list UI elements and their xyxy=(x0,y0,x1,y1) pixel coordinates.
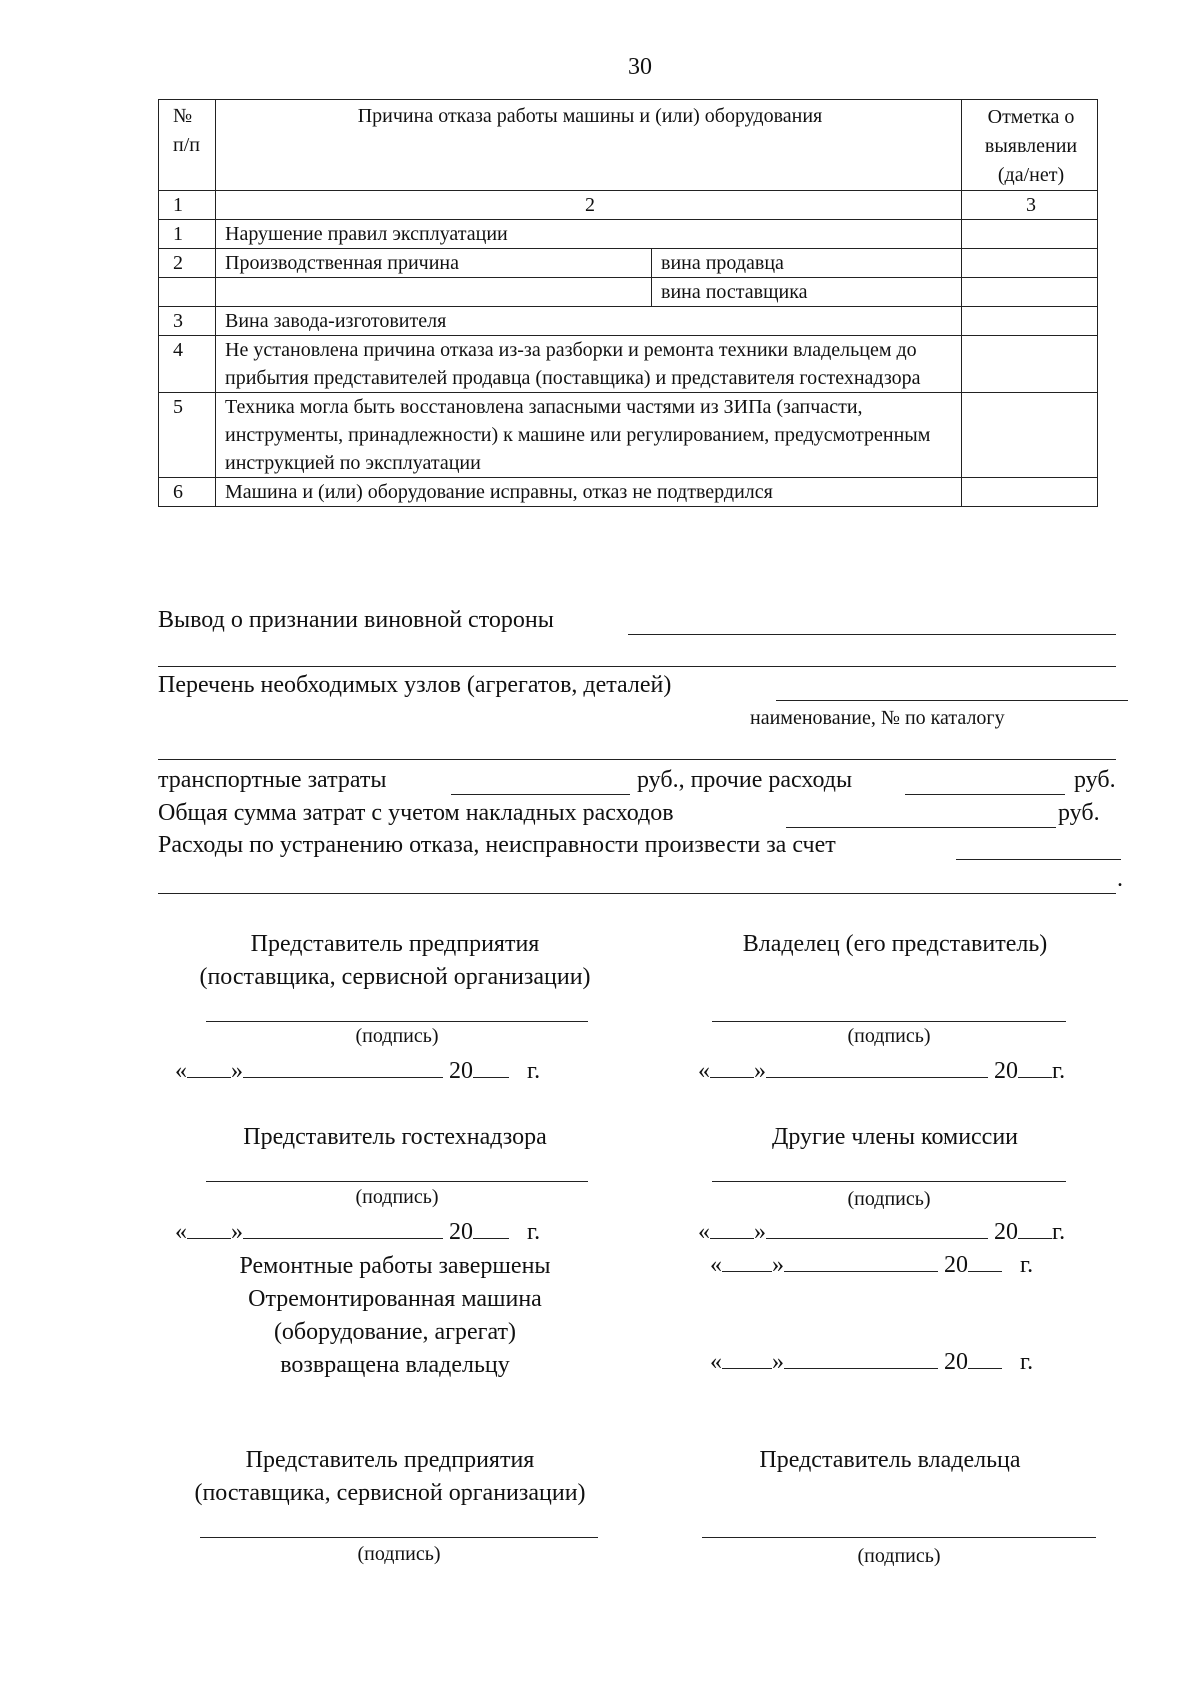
mark-cell[interactable] xyxy=(962,278,1098,307)
expenses-label: Расходы по устранению отказа, неисправности произвести за счет xyxy=(158,832,836,858)
table-row xyxy=(159,220,1098,249)
table-row xyxy=(159,336,1098,393)
failure-reasons-table xyxy=(158,99,1098,507)
expenses-line-2[interactable] xyxy=(158,893,1116,894)
period: . xyxy=(1117,866,1123,892)
table-row xyxy=(159,478,1098,507)
header-mark: Отметка о выявлении (да/нет) xyxy=(962,100,1098,191)
conclusion-label: Вывод о признании виновной стороны xyxy=(158,607,554,633)
row-num: 1 xyxy=(159,220,216,249)
row-num: 3 xyxy=(159,307,216,336)
commission-signature-line[interactable] xyxy=(712,1181,1066,1182)
date-field: « » 20 г. xyxy=(175,1219,541,1245)
row-subreason: вина поставщика xyxy=(652,278,962,307)
tech-signature-line[interactable] xyxy=(206,1181,588,1182)
tech-rep-title: Представитель гостехнадзора xyxy=(243,1124,547,1150)
mark-cell[interactable] xyxy=(962,336,1098,393)
owner-rep-signature-line[interactable] xyxy=(702,1537,1096,1538)
owner-signature-line[interactable] xyxy=(712,1021,1066,1022)
mark-cell[interactable] xyxy=(962,307,1098,336)
total-label: Общая сумма затрат с учетом накладных расходов xyxy=(158,800,674,826)
mark-cell[interactable] xyxy=(962,393,1098,478)
row-subreason: вина продавца xyxy=(652,249,962,278)
commission-title: Другие члены комиссии xyxy=(771,1124,1019,1150)
date-field: « » 20 г. xyxy=(710,1349,1034,1375)
signature-caption: (подпись) xyxy=(357,1543,441,1565)
parts-hint: наименование, № по каталогу xyxy=(750,707,1005,729)
mark-cell[interactable] xyxy=(962,220,1098,249)
row-num: 2 xyxy=(159,249,216,278)
index-cell: 3 xyxy=(962,191,1098,220)
expenses-line[interactable] xyxy=(956,859,1121,860)
date-field: « » 20 г. xyxy=(698,1219,1066,1245)
enterprise-rep-title-2: Представитель предприятия (поставщика, сервисной организации) xyxy=(194,1447,586,1506)
enterprise-signature-line-2[interactable] xyxy=(200,1537,598,1538)
signature-caption: (подпись) xyxy=(847,1188,931,1210)
enterprise-signature-line[interactable] xyxy=(206,1021,588,1022)
mark-cell[interactable] xyxy=(962,478,1098,507)
table-index-row xyxy=(159,191,1098,220)
row-reason: Нарушение правил эксплуатации xyxy=(216,220,962,249)
owner-title: Владелец (его представитель) xyxy=(742,931,1048,957)
signature-caption: (подпись) xyxy=(847,1025,931,1047)
owner-rep-title: Представитель владельца xyxy=(759,1447,1021,1473)
table-row xyxy=(159,278,1098,307)
table-row xyxy=(159,307,1098,336)
row-num: 4 xyxy=(159,336,216,393)
conclusion-line[interactable] xyxy=(628,634,1116,635)
index-cell: 1 xyxy=(159,191,216,220)
row-reason: Техника могла быть восстановлена запасными частями из ЗИПа (запчасти, инструменты, принадлежности) к машине или регулированием, предусмотренным инструкцией по эксплуатации xyxy=(216,393,962,478)
row-num: 6 xyxy=(159,478,216,507)
header-num: № п/п xyxy=(159,100,216,191)
transport-label: транспортные затраты xyxy=(158,767,387,793)
date-field: « » 20 г. xyxy=(175,1058,541,1084)
conclusion-line-2[interactable] xyxy=(158,666,1116,667)
row-num: 5 xyxy=(159,393,216,478)
date-field: « » 20 г. xyxy=(710,1252,1034,1278)
total-cost-line[interactable] xyxy=(786,827,1056,828)
mark-cell[interactable] xyxy=(962,249,1098,278)
signature-caption: (подпись) xyxy=(857,1545,941,1567)
row-reason: Не установлена причина отказа из-за разборки и ремонта техники владельцем до прибытия представителей продавца (поставщика) и представителя гостехнадзора xyxy=(216,336,962,393)
header-reason: Причина отказа работы машины и (или) оборудования xyxy=(216,100,962,191)
date-field: « » 20 г. xyxy=(698,1058,1066,1084)
rub-label: руб. xyxy=(1074,767,1116,793)
parts-line[interactable] xyxy=(776,700,1128,701)
row-reason: Машина и (или) оборудование исправны, отказ не подтвердился xyxy=(216,478,962,507)
row-reason: Вина завода-изготовителя xyxy=(216,307,962,336)
transport-cost-line[interactable] xyxy=(451,794,630,795)
repair-done-text: Ремонтные работы завершены Отремонтированная машина (оборудование, агрегат) возвращена владельцу xyxy=(239,1253,551,1378)
table-row xyxy=(159,249,1098,278)
signature-caption: (подпись) xyxy=(355,1025,439,1047)
row-reason: Производственная причина xyxy=(216,249,652,278)
parts-line-2[interactable] xyxy=(158,759,1116,760)
table-header-row xyxy=(159,100,1098,191)
parts-label: Перечень необходимых узлов (агрегатов, деталей) xyxy=(158,672,672,698)
table-row xyxy=(159,393,1098,478)
other-cost-line[interactable] xyxy=(905,794,1065,795)
enterprise-rep-title: Представитель предприятия (поставщика, сервисной организации) xyxy=(199,931,591,990)
other-label: руб., прочие расходы xyxy=(637,767,853,793)
rub-label: руб. xyxy=(1058,800,1100,826)
page-number: 30 xyxy=(628,54,652,80)
signature-caption: (подпись) xyxy=(355,1186,439,1208)
index-cell: 2 xyxy=(216,191,962,220)
